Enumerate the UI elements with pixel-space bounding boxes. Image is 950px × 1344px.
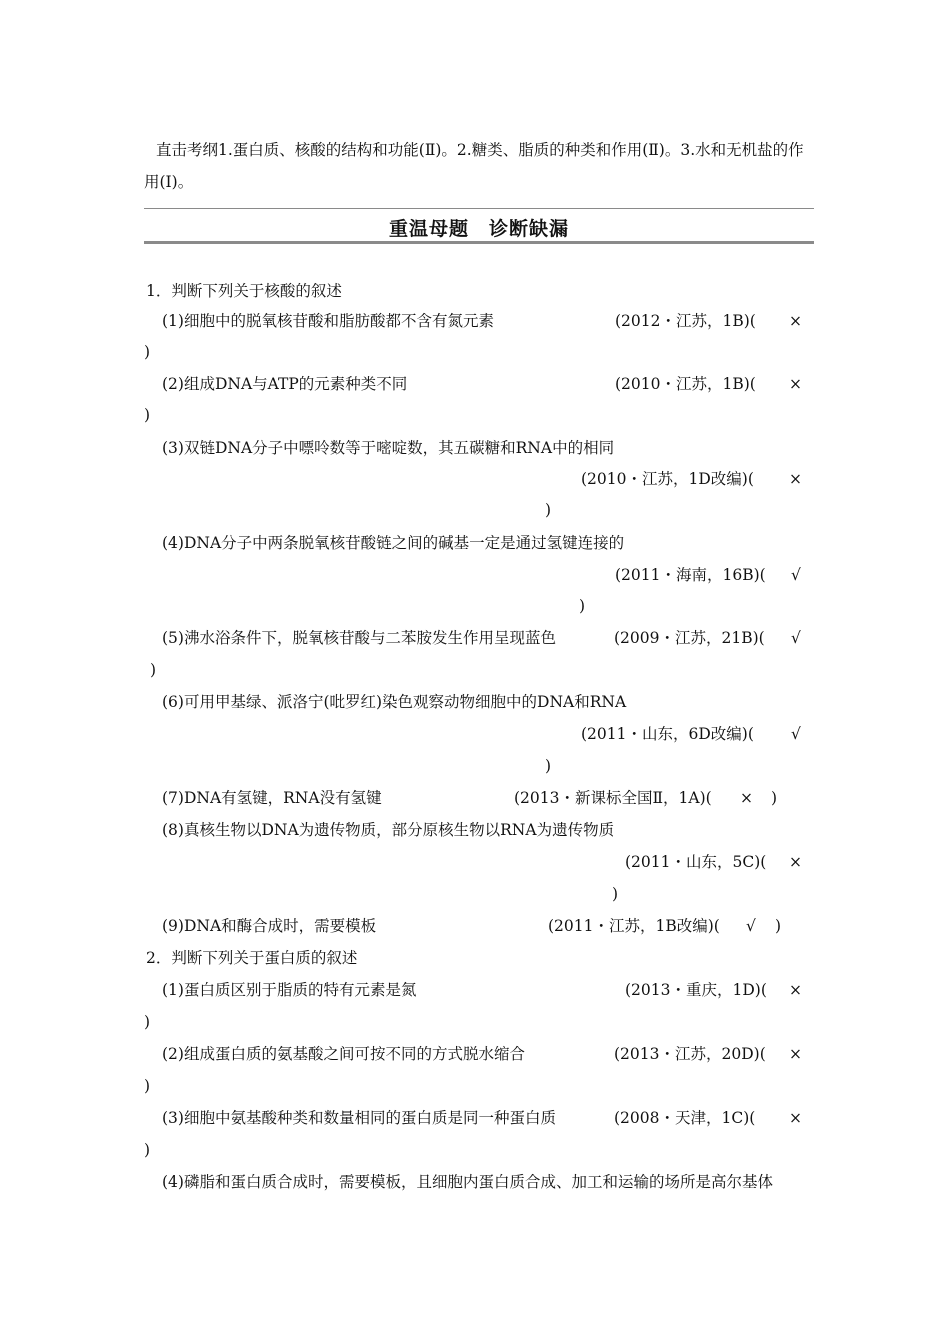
q1-item-4-text: (4)DNA分子中两条脱氧核苷酸链之间的碱基一定是通过氢键连接的: [162, 534, 625, 552]
q1-item-3-ref: (2010・江苏，1D改编)(: [581, 470, 754, 488]
q1-item-9-ref: (2011・江苏，1B改编)(: [548, 917, 720, 935]
q1-item-6-ref: (2011・山东，6D改编)(: [581, 725, 754, 743]
q1-item-8-close: ): [612, 885, 619, 903]
q1-item-4-close: ): [579, 597, 586, 615]
q1-item-4-mark: √: [791, 566, 801, 584]
q2-item-2-ref: (2013・江苏，20D)(: [614, 1045, 766, 1063]
q2-item-3-text: (3)细胞中氨基酸种类和数量相同的蛋白质是同一种蛋白质: [162, 1109, 556, 1127]
q1-item-5-close: ): [150, 661, 157, 679]
title-bottom-rule: [144, 241, 814, 244]
section-title: 重温母题 诊断缺漏: [388, 218, 569, 240]
q1-item-3-text: (3)双链DNA分子中嘌呤数等于嘧啶数，其五碳糖和RNA中的相同: [162, 439, 615, 457]
q1-item-7-ref: (2013・新课标全国Ⅱ，1A)(: [514, 789, 712, 807]
q1-item-2-ref: (2010・江苏，1B)(: [615, 375, 756, 393]
q1-item-4-ref: (2011・海南，16B)(: [615, 566, 766, 584]
q1-item-1-text: (1)细胞中的脱氧核苷酸和脂肪酸都不含有氮元素: [162, 312, 494, 330]
q1-item-1-mark: ×: [789, 312, 802, 330]
q2-item-1-text: (1)蛋白质区别于脂质的特有元素是氮: [162, 981, 417, 999]
q2-item-4-text: (4)磷脂和蛋白质合成时，需要模板，且细胞内蛋白质合成、加工和运输的场所是高尔基体: [162, 1173, 773, 1191]
q1-item-3-mark: ×: [789, 470, 802, 488]
q1-item-9-mark: √: [746, 917, 756, 935]
q2-item-1-mark: ×: [789, 981, 802, 999]
q1-item-5-mark: √: [791, 629, 801, 647]
q1-item-6-mark: √: [791, 725, 801, 743]
q1-item-6-text: (6)可用甲基绿、派洛宁(吡罗红)染色观察动物细胞中的DNA和RNA: [162, 693, 627, 711]
q2-item-2-text: (2)组成蛋白质的氨基酸之间可按不同的方式脱水缩合: [162, 1045, 525, 1063]
q1-item-7-mark: ×: [740, 789, 753, 807]
q2-item-3-close: ): [144, 1141, 151, 1159]
q1-item-2-text: (2)组成DNA与ATP的元素种类不同: [162, 375, 408, 393]
q1-item-7-text: (7)DNA有氢键，RNA没有氢键: [162, 789, 382, 807]
q2-item-3-ref: (2008・天津，1C)(: [614, 1109, 756, 1127]
q1-item-8-mark: ×: [789, 853, 802, 871]
q1-item-5-ref: (2009・江苏，21B)(: [614, 629, 765, 647]
question-2-title: 2．判断下列关于蛋白质的叙述: [146, 949, 358, 967]
syllabus-intro: 直击考纲1.蛋白质、核酸的结构和功能(Ⅱ)。2.糖类、脂质的种类和作用(Ⅱ)。3.水和无机盐的作用(Ⅰ)。: [144, 141, 804, 191]
q1-item-8-text: (8)真核生物以DNA为遗传物质，部分原核生物以RNA为遗传物质: [162, 821, 615, 839]
q1-item-1-ref: (2012・江苏，1B)(: [615, 312, 756, 330]
q1-item-8-ref: (2011・山东，5C)(: [625, 853, 767, 871]
q1-item-2-close: ): [144, 406, 151, 424]
q1-item-1-close: ): [144, 343, 151, 361]
q1-item-7-close: ): [771, 789, 778, 807]
question-1-title: 1．判断下列关于核酸的叙述: [146, 282, 342, 300]
q2-item-1-close: ): [144, 1013, 151, 1031]
q2-item-1-ref: (2013・重庆，1D)(: [625, 981, 767, 999]
q1-item-9-text: (9)DNA和酶合成时，需要模板: [162, 917, 377, 935]
q2-item-2-mark: ×: [789, 1045, 802, 1063]
q1-item-2-mark: ×: [789, 375, 802, 393]
q1-item-3-close: ): [545, 501, 552, 519]
q2-item-3-mark: ×: [789, 1109, 802, 1127]
q1-item-6-close: ): [545, 757, 552, 775]
q1-item-9-close: ): [775, 917, 782, 935]
q1-item-5-text: (5)沸水浴条件下，脱氧核苷酸与二苯胺发生作用呈现蓝色: [162, 629, 556, 647]
q2-item-2-close: ): [144, 1077, 151, 1095]
title-top-rule: [144, 208, 814, 209]
